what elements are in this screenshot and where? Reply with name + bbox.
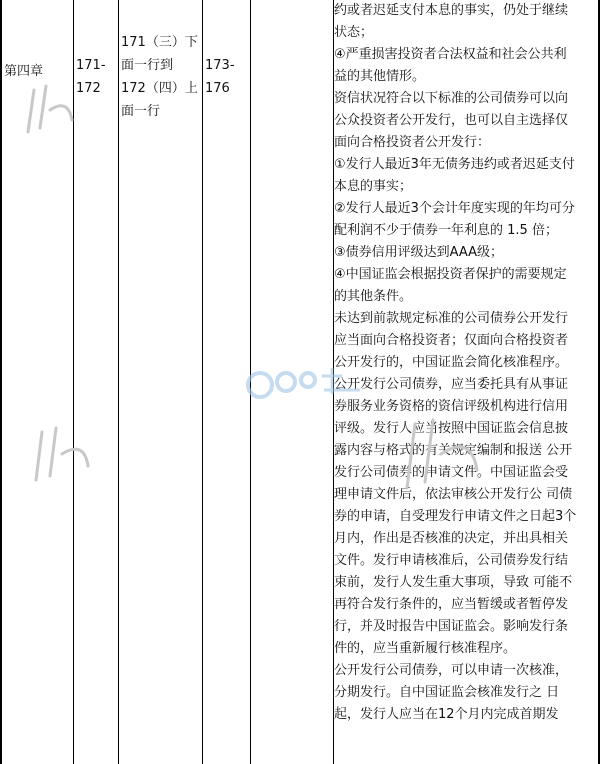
content-line: ②发行人最近3个会计年度实现的年均可分	[334, 201, 575, 216]
table-border-left	[0, 0, 2, 764]
content-line: 配利润不少于债券一年利息的 1.5 倍；	[334, 223, 558, 238]
chapter-cell: 第四章	[4, 64, 44, 79]
content-line: ④中国证监会根据投资者保护的需要规定	[334, 267, 567, 282]
content-line: 约或者迟延支付本息的事实，仍处于继续	[334, 3, 569, 18]
content-line: ①发行人最近3年无债务违约或者迟延支付	[334, 157, 575, 172]
new-page-range-line: 176	[205, 81, 230, 96]
column-divider-4	[250, 0, 251, 764]
content-line: 券的申请，自受理发行申请文件之日起3个	[334, 509, 577, 524]
content-line: 理申请文件后，依法审核公开发行公 司债	[334, 487, 573, 502]
location-line: 171（三）下	[121, 35, 198, 50]
content-line: 束前，发行人发生重大事项，导致 可能不	[334, 575, 573, 590]
content-line: 公开发行的，中国证监会简化核准程序。	[334, 355, 569, 370]
content-line: 露内容与格式的有关规定编制和报送 公开	[334, 443, 573, 458]
content-line: 资信状况符合以下标准的公司债券可以向	[334, 91, 569, 106]
content-line: 面向合格投资者公开发行：	[334, 135, 491, 150]
content-line: 本息的事实；	[334, 179, 413, 194]
content-line: 公众投资者公开发行，也可以自主选择仅	[334, 113, 569, 128]
content-line: 状态；	[334, 25, 374, 40]
watermark-mark	[26, 420, 136, 490]
new-page-range-line: 173-	[205, 58, 235, 73]
content-line: 公开发行公司债券，可以申请一次核准，	[334, 663, 569, 678]
content-line: 再符合发行条件的，应当暂缓或者暂停发	[334, 597, 569, 612]
location-line: 172（四）上	[121, 81, 198, 96]
content-line: 分期发行。自中国证监会核准发行之 日	[334, 685, 560, 700]
column-divider-3	[202, 0, 203, 764]
location-line: 面一行	[121, 104, 161, 119]
content-line: 券服务业务资格的资信评级机构进行信用	[334, 399, 569, 414]
page-range-line: 172	[76, 81, 101, 96]
content-line: 行，并及时报告中国证监会。影响发行条	[334, 619, 569, 634]
location-line: 面一行到	[121, 58, 174, 73]
content-line: 件的，应当重新履行核准程序。	[334, 641, 517, 656]
content-line: 评级。发行人应当按照中国证监会信息披	[334, 421, 569, 436]
page-range-line: 171-	[76, 58, 106, 73]
content-line: ③债券信用评级达到AAA级；	[334, 245, 504, 260]
column-divider-1	[73, 0, 74, 764]
content-cell	[334, 0, 598, 726]
content-line: 文件。发行申请核准后，公司债券发行结	[334, 553, 569, 568]
content-line: 未达到前款规定标准的公司债券公开发行	[334, 311, 569, 326]
content-line: 的其他条件。	[334, 289, 413, 304]
table-border-right	[598, 0, 600, 764]
content-line: 益的其他情形。	[334, 69, 426, 84]
content-line: 发行公司债券的申请文件。中国证监会受	[334, 465, 569, 480]
content-line: 应当面向合格投资者；仅面向合格投资者	[334, 333, 569, 348]
column-divider-2	[118, 0, 119, 764]
content-line: 起，发行人应当在12个月内完成首期发	[334, 707, 559, 722]
content-line: 月内，作出是否核准的决定，并出具相关	[334, 531, 569, 546]
content-line: 公开发行公司债券，应当委托具有从事证	[334, 377, 569, 392]
content-line: ④严重损害投资者合法权益和社会公共利	[334, 47, 567, 62]
